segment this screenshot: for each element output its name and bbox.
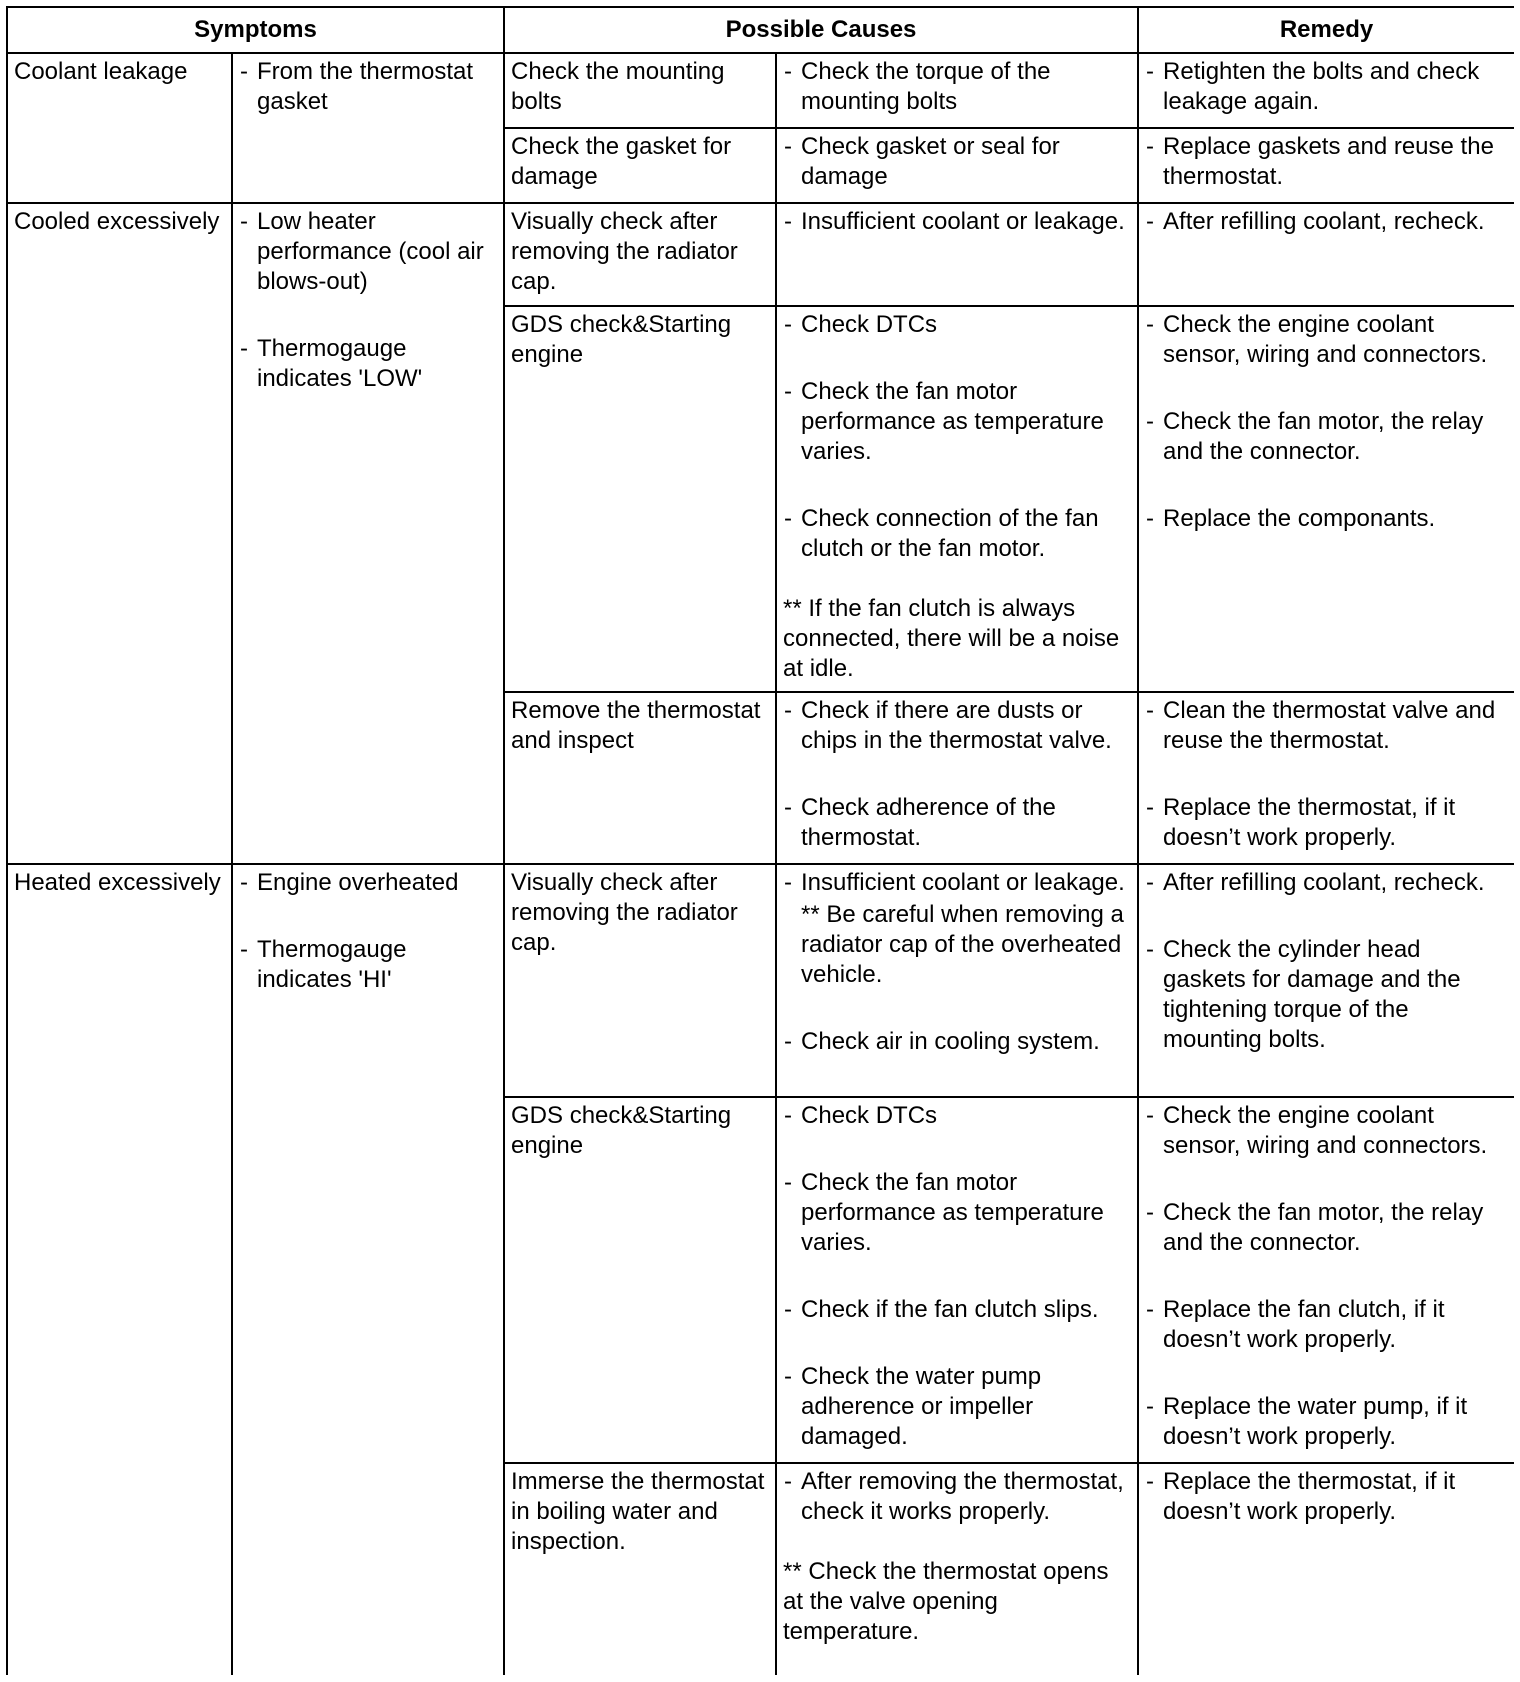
- list-item: - Replace the water pump, if it doesn’t work properly.: [1145, 1392, 1508, 1452]
- list-item: - Replace the componants.: [1145, 504, 1508, 534]
- check-method: Visually check after removing the radiator cap.: [511, 869, 738, 956]
- symptom-detail-list: [239, 57, 497, 117]
- list-item: - Check the fan motor, the relay and the connector.: [1145, 407, 1508, 467]
- list-item: - Check connection of the fan clutch or the fan motor.: [783, 504, 1131, 564]
- symptom-detail-list: [239, 868, 497, 995]
- list-item: - Check DTCs: [783, 1101, 1131, 1131]
- remedy-cell: [1138, 692, 1514, 864]
- list-item: - After removing the thermostat, check it works properly.: [783, 1467, 1131, 1527]
- list-item: - Insufficient coolant or leakage.: [783, 207, 1131, 237]
- check-method-cell: [504, 864, 776, 1097]
- list-item: - Check if there are dusts or chips in the thermostat valve.: [783, 696, 1131, 756]
- remedy-list: [1145, 1101, 1508, 1452]
- remedy-cell: [1138, 128, 1514, 203]
- symptom-label: Coolant leakage: [14, 58, 188, 85]
- cause-list: [783, 132, 1131, 192]
- cause-item-text: Insufficient coolant or leakage.: [801, 869, 1125, 896]
- list-item: - Retighten the bolts and check leakage again.: [1145, 57, 1508, 117]
- symptom-cell: [7, 203, 232, 864]
- symptom-label: Cooled excessively: [14, 208, 220, 235]
- check-method-cell: [504, 53, 776, 128]
- symptom-label: Heated excessively: [14, 869, 221, 896]
- list-item: [783, 868, 1131, 990]
- list-item: - Clean the thermostat valve and reuse the thermostat.: [1145, 696, 1508, 756]
- check-method-cell: [504, 128, 776, 203]
- symptom-detail-cell: [232, 864, 504, 1675]
- remedy-list: [1145, 1467, 1508, 1527]
- symptom-detail-cell: [232, 53, 504, 203]
- symptom-detail-cell: [232, 203, 504, 864]
- list-item: - Check the fan motor performance as temperature varies.: [783, 377, 1131, 467]
- remedy-cell: [1138, 1463, 1514, 1675]
- header-row: [7, 7, 1514, 53]
- list-item: - Check if the fan clutch slips.: [783, 1295, 1131, 1325]
- remedy-list: [1145, 207, 1508, 237]
- list-item: - Replace the fan clutch, if it doesn’t work properly.: [1145, 1295, 1508, 1355]
- troubleshooting-table: [6, 6, 1514, 1675]
- check-method: Immerse the thermostat in boiling water and inspection.: [511, 1468, 765, 1555]
- cause-items-cell: [776, 692, 1138, 864]
- cause-items-cell: [776, 203, 1138, 306]
- symptom-cell: [7, 864, 232, 1675]
- remedy-list: [1145, 868, 1508, 1055]
- table-row: [7, 864, 1514, 1097]
- list-item: - Check gasket or seal for damage: [783, 132, 1131, 192]
- list-item: - Check the fan motor, the relay and the connector.: [1145, 1198, 1508, 1258]
- remedy-cell: [1138, 53, 1514, 128]
- list-item: - Check DTCs: [783, 310, 1131, 340]
- remedy-list: [1145, 57, 1508, 117]
- check-method-cell: [504, 1463, 776, 1675]
- remedy-cell: [1138, 306, 1514, 692]
- list-item: - Check the fan motor performance as temperature varies.: [783, 1168, 1131, 1258]
- troubleshooting-table-container: [6, 6, 1514, 1675]
- cause-list: [783, 868, 1131, 1057]
- cause-items-cell: [776, 128, 1138, 203]
- cause-list: [783, 1101, 1131, 1452]
- check-method-cell: [504, 692, 776, 864]
- check-method-cell: [504, 1097, 776, 1463]
- header-remedy: Remedy: [1138, 7, 1514, 53]
- list-item: - Check the engine coolant sensor, wiring and connectors.: [1145, 310, 1508, 370]
- list-item: - Replace the thermostat, if it doesn’t work properly.: [1145, 1467, 1508, 1527]
- list-item: - After refilling coolant, recheck.: [1145, 207, 1508, 237]
- cause-items-cell: [776, 864, 1138, 1097]
- list-item: - After refilling coolant, recheck.: [1145, 868, 1508, 898]
- remedy-cell: [1138, 1097, 1514, 1463]
- list-item: - Thermogauge indicates 'HI': [239, 935, 497, 995]
- list-item: - Check the cylinder head gaskets for damage and the tightening torque of the mounting bolts.: [1145, 935, 1508, 1055]
- header-possible-causes: Possible Causes: [504, 7, 1138, 53]
- check-method: Check the gasket for damage: [511, 133, 732, 190]
- cause-list: [783, 207, 1131, 237]
- remedy-cell: [1138, 203, 1514, 306]
- cause-note: ** If the fan clutch is always connected, there will be a noise at idle.: [783, 595, 1120, 682]
- list-item: - Replace gaskets and reuse the thermostat.: [1145, 132, 1508, 192]
- list-item: - Check the engine coolant sensor, wiring and connectors.: [1145, 1101, 1508, 1161]
- check-method-cell: [504, 203, 776, 306]
- list-item: - From the thermostat gasket: [239, 57, 497, 117]
- cause-items-cell: [776, 306, 1138, 692]
- cause-list: [783, 1467, 1131, 1527]
- cause-items-cell: [776, 1097, 1138, 1463]
- table-row: [7, 203, 1514, 306]
- list-item: - Thermogauge indicates 'LOW': [239, 334, 497, 394]
- list-item: - Replace the thermostat, if it doesn’t work properly.: [1145, 793, 1508, 853]
- symptom-detail-list: [239, 207, 497, 394]
- check-method-cell: [504, 306, 776, 692]
- list-item: - Check adherence of the thermostat.: [783, 793, 1131, 853]
- check-method: Check the mounting bolts: [511, 58, 725, 115]
- symptom-cell: [7, 53, 232, 203]
- check-method: GDS check&Starting engine: [511, 1102, 732, 1159]
- table-row: [7, 53, 1514, 128]
- cause-list: [783, 310, 1131, 564]
- remedy-list: [1145, 132, 1508, 192]
- cause-items-cell: [776, 1463, 1138, 1675]
- check-method: GDS check&Starting engine: [511, 311, 732, 368]
- cause-list: [783, 696, 1131, 853]
- list-item: - Check the torque of the mounting bolts: [783, 57, 1131, 117]
- remedy-list: [1145, 310, 1508, 534]
- check-method: Visually check after removing the radiator cap.: [511, 208, 738, 295]
- check-method: Remove the thermostat and inspect: [511, 697, 761, 754]
- cause-list: [783, 57, 1131, 117]
- cause-subnote: ** Be careful when removing a radiator cap of the overheated vehicle.: [801, 901, 1124, 988]
- list-item: - Low heater performance (cool air blows-out): [239, 207, 497, 297]
- list-item: - Engine overheated: [239, 868, 497, 898]
- remedy-list: [1145, 696, 1508, 853]
- list-item: - Check the water pump adherence or impeller damaged.: [783, 1362, 1131, 1452]
- cause-items-cell: [776, 53, 1138, 128]
- remedy-cell: [1138, 864, 1514, 1097]
- header-symptoms: Symptoms: [7, 7, 504, 53]
- cause-note: ** Check the thermostat opens at the valve opening temperature.: [783, 1558, 1109, 1645]
- list-item: - Check air in cooling system.: [783, 1027, 1131, 1057]
